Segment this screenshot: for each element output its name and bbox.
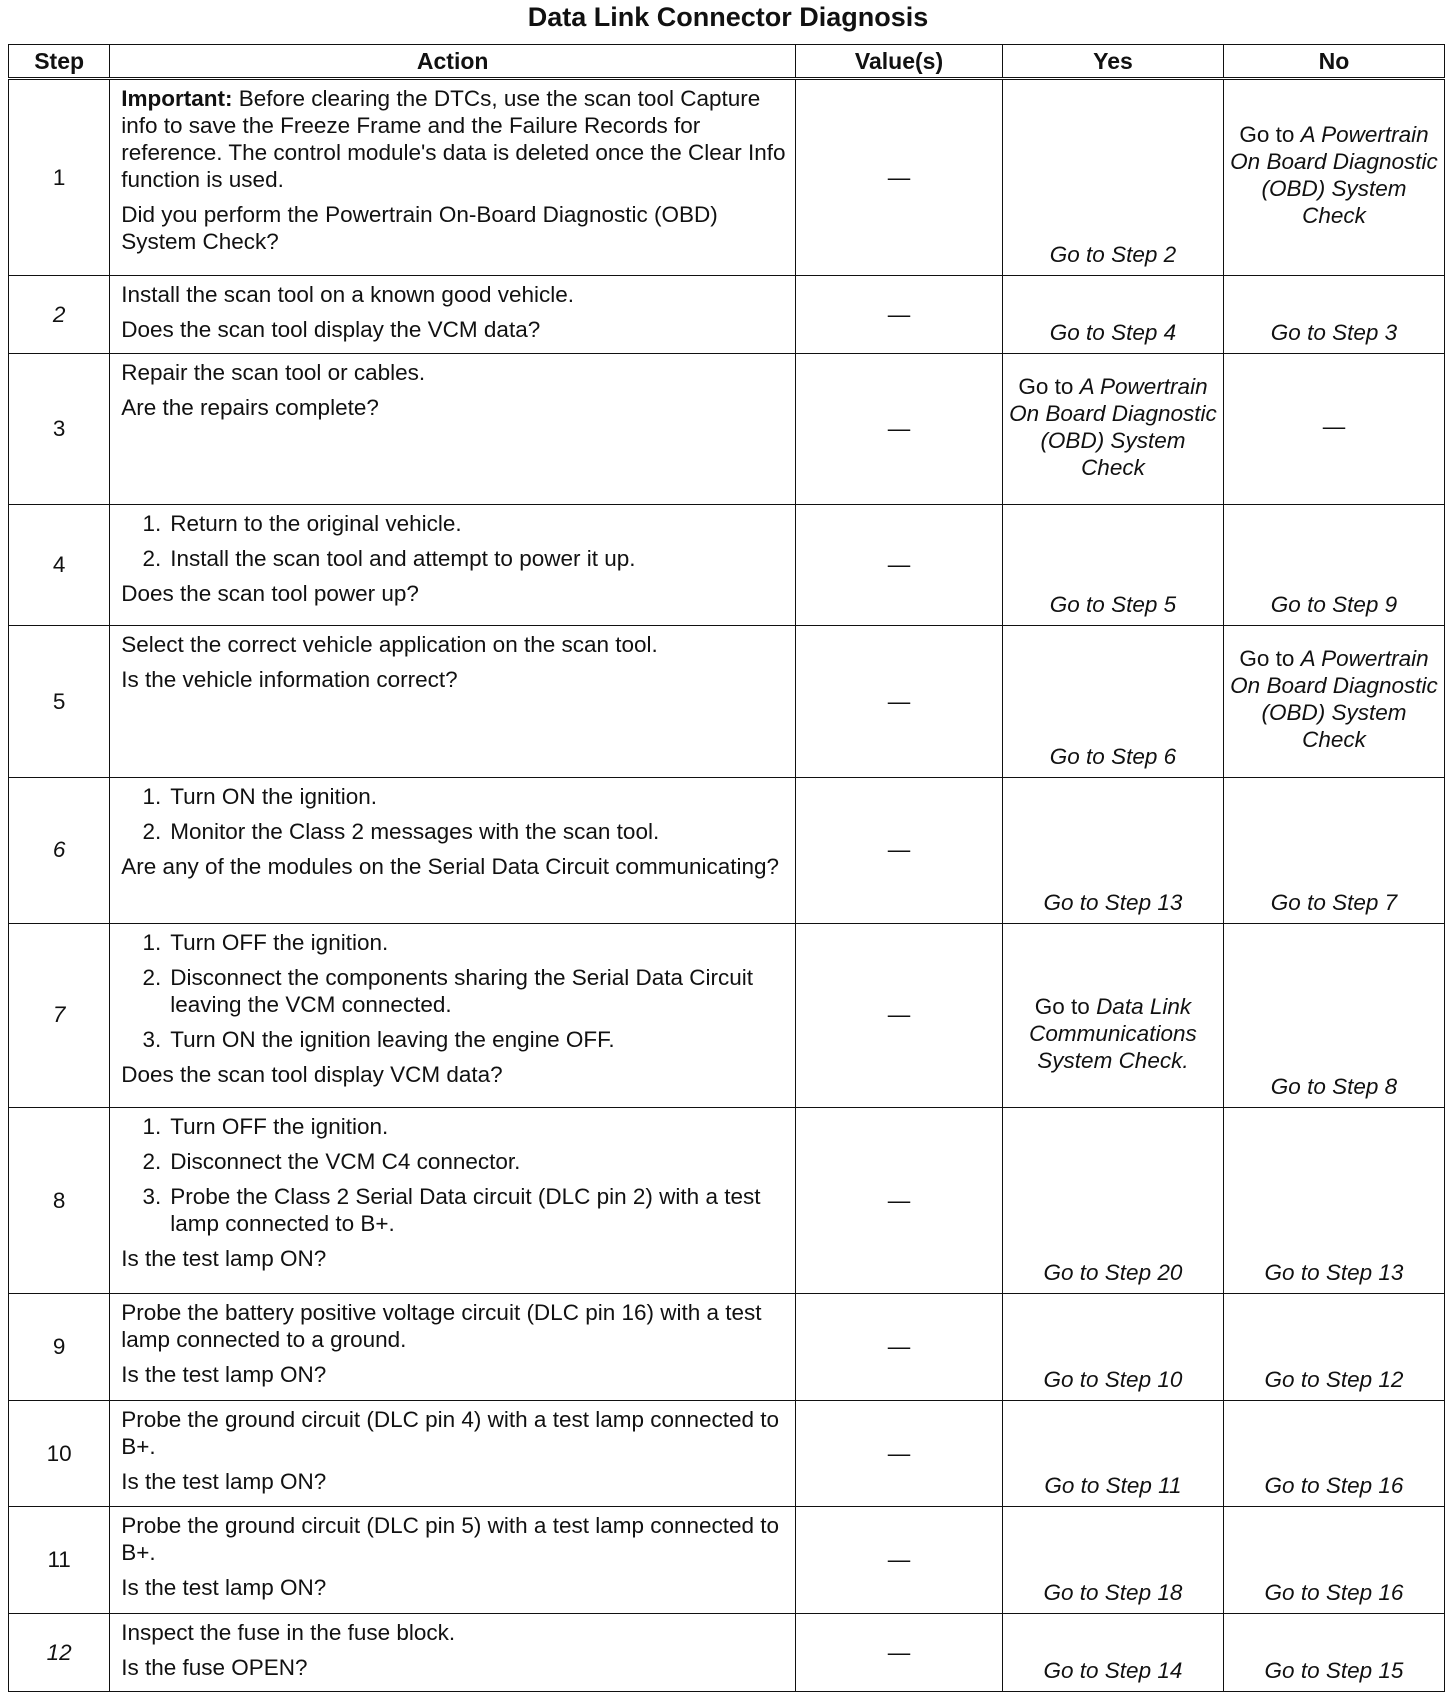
table-row	[9, 276, 1445, 354]
step-number: 4	[9, 505, 110, 626]
value-cell: —	[796, 276, 1003, 354]
list-item: 2. Disconnect the components sharing the Serial Data Circuit leaving the VCM connected.	[142, 964, 754, 1017]
table-row	[9, 79, 1445, 276]
no-link[interactable]: Go to Step 7	[1223, 778, 1444, 924]
step-number: 10	[9, 1400, 110, 1507]
yes-link-prefix: Go to	[1034, 994, 1097, 1020]
table-row	[9, 1293, 1445, 1400]
action-cell	[110, 1614, 796, 1692]
step-number: 2	[9, 276, 110, 354]
no-link-target: A Powertrain On Board Diagnostic (OBD) System Check	[1230, 646, 1438, 753]
header-step: Step	[9, 45, 110, 79]
value-cell: —	[796, 1507, 1003, 1614]
table-row	[9, 505, 1445, 626]
yes-link-target: A Powertrain On Board Diagnostic (OBD) System Check	[1009, 373, 1217, 480]
table-row	[9, 354, 1445, 505]
action-steps	[121, 1113, 787, 1237]
yes-link[interactable]: Go to Step 4	[1002, 276, 1223, 354]
value-cell: —	[796, 1400, 1003, 1507]
action-text: Install the scan tool on a known good vehicle.	[121, 282, 575, 308]
action-cell	[110, 505, 796, 626]
action-cell	[110, 276, 796, 354]
yes-link-target: Data Link Communications System Check.	[1029, 994, 1197, 1074]
table-header-row	[9, 45, 1445, 79]
value-cell: —	[796, 1108, 1003, 1294]
table-row	[9, 625, 1445, 777]
yes-link[interactable]: Go to Step 20	[1002, 1108, 1223, 1294]
action-question: Are any of the modules on the Serial Data Circuit communicating?	[121, 854, 780, 880]
list-item: 1. Return to the original vehicle.	[142, 511, 462, 537]
value-cell: —	[796, 79, 1003, 276]
action-question: Does the scan tool display the VCM data?	[121, 317, 541, 343]
document-title: Data Link Connector Diagnosis	[527, 2, 929, 32]
value-cell: —	[796, 778, 1003, 924]
table-row	[9, 923, 1445, 1107]
no-link[interactable]: Go to Step 9	[1223, 505, 1444, 626]
action-cell	[110, 1108, 796, 1294]
yes-link[interactable]: Go to Step 18	[1002, 1507, 1223, 1614]
step-number: 9	[9, 1293, 110, 1400]
action-text: Repair the scan tool or cables.	[121, 360, 426, 386]
important-label: Important:	[121, 86, 233, 111]
step-number: 1	[9, 79, 110, 276]
no-link-prefix: Go to	[1239, 122, 1301, 148]
action-question: Is the test lamp ON?	[121, 1361, 327, 1387]
value-cell: —	[796, 505, 1003, 626]
action-text: Probe the battery positive voltage circuit (DLC pin 16) with a test lamp connected to a ground.	[121, 1299, 762, 1352]
list-item: 1. Turn OFF the ignition.	[142, 1114, 389, 1140]
yes-link-prefix: Go to	[1018, 373, 1080, 399]
no-link[interactable]: Go to Step 15	[1223, 1614, 1444, 1692]
no-link[interactable]: Go to Step 16	[1223, 1400, 1444, 1507]
list-item: 2. Disconnect the VCM C4 connector.	[142, 1149, 521, 1175]
action-question: Does the scan tool display VCM data?	[121, 1061, 503, 1087]
list-item: 1. Turn ON the ignition.	[142, 784, 377, 810]
no-link[interactable]: Go to Step 12	[1223, 1293, 1444, 1400]
action-question: Is the test lamp ON?	[121, 1468, 327, 1494]
action-cell	[110, 923, 796, 1107]
yes-link[interactable]: Go to Step 11	[1002, 1400, 1223, 1507]
table-row	[9, 1108, 1445, 1294]
action-steps	[121, 510, 787, 572]
action-question: Is the vehicle information correct?	[121, 666, 458, 692]
no-link[interactable]	[1223, 79, 1444, 276]
yes-link[interactable]: Go to Step 13	[1002, 778, 1223, 924]
no-link[interactable]	[1223, 625, 1444, 777]
no-value: —	[1223, 354, 1444, 505]
no-link[interactable]: Go to Step 13	[1223, 1108, 1444, 1294]
value-cell: —	[796, 625, 1003, 777]
yes-link[interactable]	[1002, 354, 1223, 505]
yes-link[interactable]: Go to Step 6	[1002, 625, 1223, 777]
list-item: 3. Probe the Class 2 Serial Data circuit (DLC pin 2) with a test lamp connected to B+.	[142, 1184, 761, 1237]
diagnosis-table	[8, 44, 1445, 1692]
action-cell	[110, 1507, 796, 1614]
header-no: No	[1223, 45, 1444, 79]
yes-link[interactable]: Go to Step 14	[1002, 1614, 1223, 1692]
list-item: 2. Monitor the Class 2 messages with the scan tool.	[142, 819, 660, 845]
value-cell: —	[796, 923, 1003, 1107]
action-cell	[110, 778, 796, 924]
action-question: Does the scan tool power up?	[121, 581, 419, 607]
action-question: Is the test lamp ON?	[121, 1246, 327, 1272]
step-number: 11	[9, 1507, 110, 1614]
action-cell	[110, 1293, 796, 1400]
value-cell: —	[796, 354, 1003, 505]
value-cell: —	[796, 1614, 1003, 1692]
header-values: Value(s)	[796, 45, 1003, 79]
no-link[interactable]: Go to Step 3	[1223, 276, 1444, 354]
no-link-prefix: Go to	[1239, 646, 1301, 672]
action-cell	[110, 1400, 796, 1507]
action-question: Is the fuse OPEN?	[121, 1655, 308, 1681]
action-question: Are the repairs complete?	[121, 395, 379, 421]
step-number: 3	[9, 354, 110, 505]
yes-link[interactable]: Go to Step 10	[1002, 1293, 1223, 1400]
action-steps	[121, 783, 787, 845]
action-cell	[110, 625, 796, 777]
table-row	[9, 778, 1445, 924]
step-number: 12	[9, 1614, 110, 1692]
action-text: Inspect the fuse in the fuse block.	[121, 1620, 456, 1646]
important-text: Before clearing the DTCs, use the scan tool Capture info to save the Freeze Frame and the Failure Records for reference. The control module's data is deleted once the Clear Info function is used.	[121, 86, 786, 192]
no-link-target: A Powertrain On Board Diagnostic (OBD) System Check	[1230, 122, 1438, 229]
action-text	[121, 85, 787, 193]
step-number: 5	[9, 625, 110, 777]
value-cell: —	[796, 1293, 1003, 1400]
step-number: 6	[9, 778, 110, 924]
action-cell	[110, 354, 796, 505]
header-yes: Yes	[1002, 45, 1223, 79]
yes-link[interactable]	[1002, 923, 1223, 1107]
action-text: Select the correct vehicle application on the scan tool.	[121, 631, 658, 657]
list-item: 3. Turn ON the ignition leaving the engine OFF.	[142, 1026, 615, 1052]
yes-link[interactable]: Go to Step 5	[1002, 505, 1223, 626]
list-item: 1. Turn OFF the ignition.	[142, 929, 389, 955]
step-number: 8	[9, 1108, 110, 1294]
action-text: Probe the ground circuit (DLC pin 5) with a test lamp connected to B+.	[121, 1513, 780, 1566]
table-row	[9, 1614, 1445, 1692]
step-number: 7	[9, 923, 110, 1107]
no-link[interactable]: Go to Step 8	[1223, 923, 1444, 1107]
action-question: Did you perform the Powertrain On-Board Diagnostic (OBD) System Check?	[121, 202, 718, 254]
list-item: 2. Install the scan tool and attempt to power it up.	[142, 546, 636, 572]
header-action: Action	[110, 45, 796, 79]
table-row	[9, 1507, 1445, 1614]
yes-link[interactable]: Go to Step 2	[1002, 79, 1223, 276]
no-link[interactable]: Go to Step 16	[1223, 1507, 1444, 1614]
action-text: Probe the ground circuit (DLC pin 4) with a test lamp connected to B+.	[121, 1406, 780, 1459]
action-question: Is the test lamp ON?	[121, 1575, 327, 1601]
action-cell	[110, 79, 796, 276]
table-row	[9, 1400, 1445, 1507]
action-steps	[121, 929, 787, 1053]
